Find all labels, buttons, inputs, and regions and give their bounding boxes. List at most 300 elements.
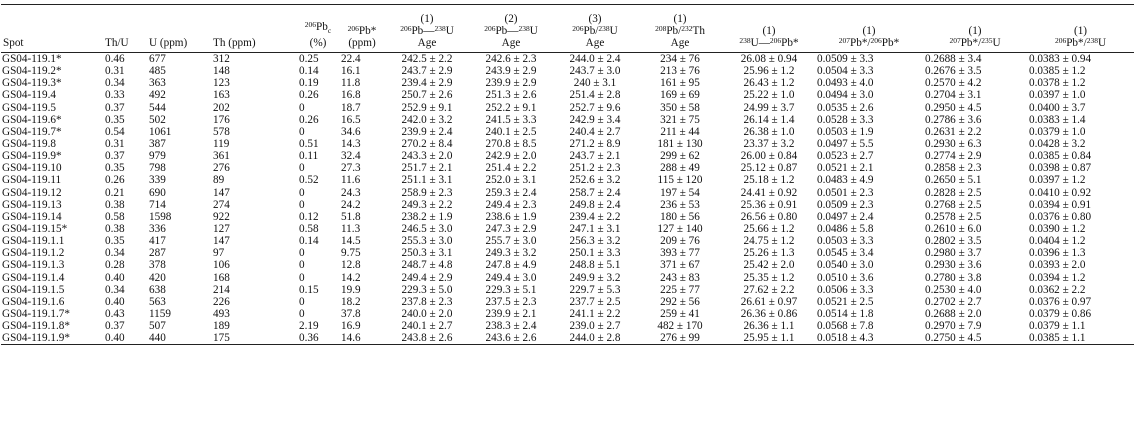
cell-age-3: 240.4 ± 2.7: [569, 125, 621, 138]
cell-th-u: 0.34: [105, 283, 125, 296]
cell-206-238-ratio: 0.0383 ± 1.4: [1029, 113, 1086, 126]
cell-age-3: 244.0 ± 2.4: [569, 53, 621, 66]
cell-207-235-ratio: 0.2704 ± 3.1: [925, 89, 982, 102]
cell-207-206-ratio: 0.0523 ± 2.7: [817, 150, 874, 163]
table-row: [1, 174, 1134, 186]
cell-pbc: 0.51: [299, 138, 319, 151]
cell-th-u: 0.58: [105, 210, 125, 223]
cell-u-ppm: 1061: [149, 125, 172, 138]
cell-age-1: 258.9 ± 2.3: [401, 186, 453, 199]
table-row: [1, 247, 1134, 259]
cell-pb-ppm: 22.4: [341, 53, 361, 66]
cell-th-age: 213 ± 76: [660, 65, 700, 78]
cell-207-206-ratio: 0.0503 ± 1.9: [817, 125, 874, 138]
cell-th-age: 482 ± 170: [657, 320, 703, 333]
cell-u-ppm: 440: [147, 332, 211, 345]
cell-pb-ppm: 18.2: [341, 295, 361, 308]
cell-206-238-ratio: 0.0376 ± 0.97: [1029, 295, 1092, 308]
col-header-207-235-ratio: (1) $^{207}$Pb*/$^{235}$U: [923, 5, 1027, 53]
table-row: [1, 223, 1134, 235]
cell-pbc: 0.58: [299, 223, 319, 236]
cell-th-ppm: 148: [213, 65, 230, 78]
cell-th-ppm: 922: [213, 210, 230, 223]
cell-206-238-ratio: 0.0428 ± 3.2: [1029, 138, 1086, 151]
table-row: [1, 65, 1134, 77]
cell-207-235-ratio: 0.2780 ± 3.8: [925, 271, 982, 284]
cell-th-u: 0.37: [105, 320, 125, 333]
cell-age-1: 246.5 ± 3.0: [401, 223, 453, 236]
cell-207-235-ratio: 0.2688 ± 2.0: [925, 308, 982, 321]
cell-207-235-ratio: 0.2768 ± 2.5: [925, 198, 982, 211]
cell-pbc: 0.12: [299, 210, 319, 223]
cell-207-206-ratio: 0.0506 ± 3.3: [817, 283, 874, 296]
cell-th-age: 197 ± 54: [660, 186, 700, 199]
cell-u-pb-ratio: 24.75 ± 1.2: [743, 235, 795, 248]
cell-u-ppm: 714: [149, 198, 166, 211]
cell-u-pb-ratio: 24.41 ± 0.92: [740, 186, 798, 199]
table-row: [1, 296, 1134, 308]
cell-age-1: 229.3 ± 5.0: [401, 283, 453, 296]
cell-age-1: 237.8 ± 2.3: [401, 295, 453, 308]
cell-u-ppm: 485: [149, 65, 166, 78]
table-row: [1, 126, 1134, 138]
cell-207-206-ratio: 0.0521 ± 2.1: [817, 162, 874, 175]
cell-pbc: 0.14: [299, 235, 319, 248]
cell-207-206-ratio: 0.0503 ± 3.3: [817, 235, 874, 248]
cell-207-206-ratio: 0.0521 ± 2.5: [817, 295, 874, 308]
table-row: [1, 332, 1134, 345]
cell-207-235-ratio: 0.2631 ± 2.2: [925, 125, 982, 138]
cell-pb-ppm: 18.7: [341, 101, 361, 114]
cell-207-235-ratio: 0.2858 ± 2.3: [925, 162, 982, 175]
cell-th-u: 0.34: [105, 77, 125, 90]
cell-pbc: 0: [299, 186, 305, 199]
cell-th-age: 161 ± 95: [660, 77, 700, 90]
cell-age-3: 249.9 ± 3.2: [569, 271, 621, 284]
cell-th-ppm: 119: [213, 138, 230, 151]
cell-age-3: 271.2 ± 8.9: [569, 138, 621, 151]
cell-age-2: 240.1 ± 2.5: [485, 125, 537, 138]
cell-pb-ppm: 16.1: [341, 65, 361, 78]
cell-207-206-ratio: 0.0510 ± 3.6: [817, 271, 874, 284]
cell-spot: GS04-119.9*: [2, 150, 62, 163]
cell-age-1: 249.4 ± 2.9: [401, 271, 453, 284]
cell-th-u: 0.28: [105, 259, 125, 272]
cell-age-2: 242.9 ± 2.0: [485, 150, 537, 163]
cell-th-u: 0.35: [105, 235, 125, 248]
cell-age-3: 251.4 ± 2.8: [569, 89, 621, 102]
cell-207-206-ratio: 0.0540 ± 3.0: [817, 259, 874, 272]
table-row: [1, 53, 1134, 66]
cell-u-ppm: 378: [149, 259, 166, 272]
cell-u-pb-ratio: 24.99 ± 3.7: [743, 101, 795, 114]
cell-pb-ppm: 16.9: [341, 320, 361, 333]
table-row: [1, 235, 1134, 247]
cell-th-age: 181 ± 130: [657, 138, 703, 151]
cell-u-pb-ratio: 25.18 ± 1.2: [743, 174, 795, 187]
cell-206-238-ratio: 0.0379 ± 0.86: [1029, 308, 1092, 321]
cell-pb-ppm: 51.8: [341, 210, 361, 223]
cell-th-ppm: 168: [213, 271, 230, 284]
cell-pb-ppm: 24.2: [341, 198, 361, 211]
col-header-pb-ppm: $^{206}$Pb* (ppm): [339, 5, 385, 53]
cell-206-238-ratio: 0.0378 ± 1.2: [1029, 77, 1086, 90]
col-header-u-ppm: U (ppm): [147, 5, 211, 53]
cell-u-ppm: 492: [149, 89, 166, 102]
cell-pbc: 2.19: [299, 320, 319, 333]
cell-spot: GS04-119.15*: [2, 223, 68, 236]
cell-pb-ppm: 11.6: [341, 174, 361, 187]
cell-u-ppm: 979: [149, 150, 166, 163]
cell-207-235-ratio: 0.2750 ± 4.5: [923, 332, 1027, 345]
cell-207-206-ratio: 0.0509 ± 3.3: [817, 53, 874, 66]
cell-pbc: 0.36: [297, 332, 339, 345]
cell-u-pb-ratio: 26.00 ± 0.84: [740, 150, 798, 163]
table-row: [1, 259, 1134, 271]
cell-u-ppm: 690: [149, 186, 166, 199]
cell-u-ppm: 507: [149, 320, 166, 333]
cell-206-238-ratio: 0.0379 ± 1.1: [1029, 320, 1086, 333]
cell-u-ppm: 798: [149, 162, 166, 175]
cell-pbc: 0.52: [299, 174, 319, 187]
cell-th-ppm: 274: [213, 198, 230, 211]
cell-spot: GS04-119.1.5: [2, 283, 65, 296]
cell-u-pb-ratio: 26.61 ± 0.97: [740, 295, 798, 308]
cell-th-u: 0.37: [105, 101, 125, 114]
cell-age-1: 252.9 ± 9.1: [401, 101, 453, 114]
cell-th-age: 292 ± 56: [660, 295, 700, 308]
cell-u-pb-ratio: 25.95 ± 1.1: [723, 332, 815, 345]
table-row: [1, 284, 1134, 296]
cell-207-206-ratio: 0.0545 ± 3.4: [817, 247, 874, 260]
table-row: [1, 308, 1134, 320]
cell-206-238-ratio: 0.0390 ± 1.2: [1029, 223, 1086, 236]
cell-pbc: 0: [299, 308, 305, 321]
cell-th-age: 371 ± 67: [660, 259, 700, 272]
cell-206-238-ratio: 0.0410 ± 0.92: [1029, 186, 1092, 199]
col-header-age-2: (2) $^{206}$Pb—$^{238}$U Age: [469, 5, 553, 53]
cell-age-1: 243.7 ± 2.9: [401, 65, 453, 78]
cell-u-pb-ratio: 25.42 ± 2.0: [743, 259, 795, 272]
table-body: [1, 53, 1134, 345]
cell-th-age: 299 ± 62: [660, 150, 700, 163]
cell-age-2: 255.7 ± 3.0: [485, 235, 537, 248]
cell-th-age: 259 ± 41: [660, 308, 700, 321]
cell-pbc: 0.26: [299, 113, 319, 126]
cell-age-1: 243.3 ± 2.0: [401, 150, 453, 163]
cell-u-ppm: 1598: [149, 210, 172, 223]
cell-age-1: 270.2 ± 8.4: [401, 138, 453, 151]
cell-u-ppm: 417: [149, 235, 166, 248]
cell-pb-ppm: 11.8: [341, 77, 361, 90]
cell-age-1: 242.5 ± 2.2: [401, 53, 453, 66]
cell-th-ppm: 214: [213, 283, 230, 296]
cell-th-age: 211 ± 44: [660, 125, 700, 138]
cell-207-206-ratio: 0.0518 ± 4.3: [815, 332, 923, 345]
cell-th-age: 236 ± 53: [660, 198, 700, 211]
cell-age-3: 251.2 ± 2.3: [569, 162, 621, 175]
cell-pbc: 0: [299, 259, 305, 272]
cell-th-u: 0.34: [105, 247, 125, 260]
cell-207-235-ratio: 0.2570 ± 4.2: [925, 77, 982, 90]
cell-th-u: 0.40: [105, 295, 125, 308]
cell-pb-ppm: 14.3: [341, 138, 361, 151]
col-header-spot: Spot: [1, 5, 103, 53]
cell-207-206-ratio: 0.0486 ± 5.8: [817, 223, 874, 236]
cell-u-ppm: 387: [149, 138, 166, 151]
cell-u-ppm: 544: [149, 101, 166, 114]
cell-pb-ppm: 14.6: [339, 332, 385, 345]
cell-th-u: 0.43: [105, 308, 125, 321]
cell-u-pb-ratio: 23.37 ± 3.2: [743, 138, 795, 151]
cell-age-2: 237.5 ± 2.3: [485, 295, 537, 308]
cell-pb-ppm: 16.8: [341, 89, 361, 102]
cell-spot: GS04-119.1.8*: [2, 320, 70, 333]
cell-spot: GS04-119.1.7*: [2, 308, 70, 321]
cell-spot: GS04-119.13: [2, 198, 62, 211]
cell-age-3: 249.8 ± 2.4: [569, 198, 621, 211]
cell-age-2: 247.8 ± 4.9: [485, 259, 537, 272]
cell-age-3: 242.9 ± 3.4: [569, 113, 621, 126]
cell-u-pb-ratio: 26.08 ± 0.94: [740, 53, 798, 66]
col-header-207-206-ratio: (1) $^{207}$Pb*/$^{206}$Pb*: [815, 5, 923, 53]
cell-th-u: 0.35: [105, 162, 125, 175]
header-row: [1, 5, 1134, 53]
cell-u-ppm: 1159: [149, 308, 171, 321]
cell-pbc: 0.19: [299, 77, 319, 90]
cell-spot: GS04-119.11: [2, 174, 62, 187]
cell-u-ppm: 502: [149, 113, 166, 126]
cell-th-ppm: 276: [213, 162, 230, 175]
cell-age-1: 248.7 ± 4.8: [401, 259, 453, 272]
table-row: [1, 138, 1134, 150]
cell-th-u: 0.26: [105, 174, 125, 187]
cell-spot: GS04-119.8: [2, 138, 56, 151]
cell-206-238-ratio: 0.0385 ± 1.1: [1027, 332, 1134, 345]
cell-th-u: 0.38: [105, 223, 125, 236]
col-header-age-3: (3) $^{206}$Pb/$^{238}$U Age: [553, 5, 637, 53]
cell-age-3: 244.0 ± 2.8: [553, 332, 637, 345]
geochronology-table: [1, 4, 1134, 345]
cell-207-206-ratio: 0.0483 ± 4.9: [817, 174, 874, 187]
cell-207-235-ratio: 0.2688 ± 3.4: [925, 53, 982, 66]
cell-th-ppm: 106: [213, 259, 230, 272]
col-header-th-u: Th/U: [103, 5, 147, 53]
cell-age-2: 270.8 ± 8.5: [485, 138, 537, 151]
cell-th-u: 0.46: [105, 53, 125, 66]
cell-spot: GS04-119.6*: [2, 113, 62, 126]
cell-age-2: 243.9 ± 2.9: [485, 65, 537, 78]
col-header-206-238-ratio: (1) $^{206}$Pb*/$^{238}$U: [1027, 5, 1134, 53]
cell-th-age: 350 ± 58: [660, 101, 700, 114]
cell-pb-ppm: 27.3: [341, 162, 361, 175]
cell-pbc: 0: [299, 198, 305, 211]
cell-207-206-ratio: 0.0494 ± 3.0: [817, 89, 874, 102]
table-row: [1, 199, 1134, 211]
cell-th-ppm: 89: [213, 174, 225, 187]
cell-th-ppm: 147: [213, 186, 230, 199]
cell-age-2: 241.5 ± 3.3: [485, 113, 537, 126]
cell-spot: GS04-119.1.2: [2, 247, 65, 260]
cell-207-235-ratio: 0.2702 ± 2.7: [925, 295, 982, 308]
cell-age-1: 238.2 ± 1.9: [401, 210, 453, 223]
col-header-age-1: (1) $^{206}$Pb—$^{238}$U Age: [385, 5, 469, 53]
table-row: [1, 272, 1134, 284]
cell-u-ppm: 638: [149, 283, 166, 296]
cell-u-ppm: 336: [149, 223, 166, 236]
cell-th-ppm: 189: [213, 320, 230, 333]
cell-age-3: 239.4 ± 2.2: [569, 210, 621, 223]
cell-th-ppm: 175: [211, 332, 297, 345]
cell-th-ppm: 226: [213, 295, 230, 308]
cell-age-3: 250.1 ± 3.3: [569, 247, 621, 260]
cell-207-206-ratio: 0.0493 ± 4.0: [817, 77, 874, 90]
cell-age-3: 256.3 ± 3.2: [569, 235, 621, 248]
table-row: [1, 102, 1134, 114]
col-header-th-ppm: Th (ppm): [211, 5, 297, 53]
cell-age-2: 252.0 ± 3.1: [485, 174, 537, 187]
cell-age-1: 240.1 ± 2.7: [401, 320, 453, 333]
cell-age-3: 258.7 ± 2.4: [569, 186, 621, 199]
cell-th-ppm: 147: [213, 235, 230, 248]
cell-th-u: 0.38: [105, 198, 125, 211]
table-row: [1, 187, 1134, 199]
cell-207-235-ratio: 0.2530 ± 4.0: [925, 283, 982, 296]
cell-207-206-ratio: 0.0528 ± 3.3: [817, 113, 874, 126]
cell-pbc: 0.14: [299, 65, 319, 78]
cell-th-ppm: 493: [213, 308, 230, 321]
cell-spot: GS04-119.1.3: [2, 259, 65, 272]
cell-207-206-ratio: 0.0514 ± 1.8: [817, 308, 874, 321]
cell-th-age: 225 ± 77: [660, 283, 700, 296]
cell-206-238-ratio: 0.0394 ± 1.2: [1029, 271, 1086, 284]
cell-age-3: 252.7 ± 9.6: [569, 101, 621, 114]
cell-pb-ppm: 14.2: [341, 271, 361, 284]
cell-age-3: 229.7 ± 5.3: [569, 283, 621, 296]
cell-u-pb-ratio: 27.62 ± 2.2: [743, 283, 795, 296]
cell-th-u: 0.33: [105, 89, 125, 102]
cell-spot: GS04-119.10: [2, 162, 62, 175]
cell-age-1: 240.0 ± 2.0: [401, 308, 453, 321]
cell-age-2: 239.9 ± 2.9: [485, 77, 537, 90]
cell-age-2: 242.6 ± 2.3: [485, 53, 537, 66]
cell-age-2: 259.3 ± 2.4: [485, 186, 537, 199]
cell-u-ppm: 339: [149, 174, 166, 187]
cell-age-1: 255.3 ± 3.0: [401, 235, 453, 248]
cell-th-age: 180 ± 56: [660, 210, 700, 223]
cell-th-age: 209 ± 76: [660, 235, 700, 248]
cell-u-ppm: 287: [149, 247, 166, 260]
cell-207-235-ratio: 0.2650 ± 5.1: [925, 174, 982, 187]
cell-age-3: 247.1 ± 3.1: [569, 223, 621, 236]
cell-207-235-ratio: 0.2828 ± 2.5: [925, 186, 982, 199]
cell-age-1: 251.1 ± 3.1: [401, 174, 453, 187]
cell-207-235-ratio: 0.2676 ± 3.5: [925, 65, 982, 78]
cell-age-2: 247.3 ± 2.9: [485, 223, 537, 236]
cell-spot: GS04-119.1.1: [2, 235, 65, 248]
cell-pbc: 0: [299, 247, 305, 260]
cell-th-u: 0.31: [105, 138, 125, 151]
cell-th-u: 0.31: [105, 65, 125, 78]
cell-u-pb-ratio: 26.38 ± 1.0: [743, 125, 795, 138]
cell-age-3: 237.7 ± 2.5: [569, 295, 621, 308]
cell-pbc: 0: [299, 162, 305, 175]
cell-207-235-ratio: 0.2610 ± 6.0: [925, 223, 982, 236]
table-row: [1, 211, 1134, 223]
cell-pbc: 0: [299, 295, 305, 308]
cell-207-235-ratio: 0.2950 ± 4.5: [925, 101, 982, 114]
cell-u-ppm: 677: [149, 53, 166, 66]
cell-th-u: 0.54: [105, 125, 125, 138]
cell-age-1: 250.7 ± 2.6: [401, 89, 453, 102]
cell-age-1: 239.9 ± 2.4: [401, 125, 453, 138]
cell-206-238-ratio: 0.0383 ± 0.94: [1029, 53, 1092, 66]
cell-th-u: 0.35: [105, 113, 125, 126]
cell-u-ppm: 563: [149, 295, 166, 308]
cell-spot: GS04-119.14: [2, 210, 62, 223]
cell-th-ppm: 97: [213, 247, 225, 260]
cell-207-235-ratio: 0.2786 ± 3.6: [925, 113, 982, 126]
cell-th-ppm: 163: [213, 89, 230, 102]
cell-spot: GS04-119.3*: [2, 77, 62, 90]
cell-age-2: 249.4 ± 2.3: [485, 198, 537, 211]
cell-207-235-ratio: 0.2980 ± 3.7: [925, 247, 982, 260]
cell-age-3: 252.6 ± 3.2: [569, 174, 621, 187]
cell-th-ppm: 202: [213, 101, 230, 114]
cell-spot: GS04-119.1.6: [2, 295, 65, 308]
cell-age-2: 251.4 ± 2.2: [485, 162, 537, 175]
table-row: [1, 320, 1134, 332]
cell-u-pb-ratio: 25.66 ± 1.2: [743, 223, 795, 236]
cell-pb-ppm: 9.75: [341, 247, 361, 260]
cell-pb-ppm: 16.5: [341, 113, 361, 126]
cell-207-206-ratio: 0.0568 ± 7.8: [817, 320, 874, 333]
cell-th-age: 115 ± 120: [657, 174, 703, 187]
cell-u-pb-ratio: 25.35 ± 1.2: [743, 271, 795, 284]
cell-age-2: 239.9 ± 2.1: [485, 308, 537, 321]
cell-206-238-ratio: 0.0379 ± 1.0: [1029, 125, 1086, 138]
cell-207-206-ratio: 0.0535 ± 2.6: [817, 101, 874, 114]
cell-age-2: 238.6 ± 1.9: [485, 210, 537, 223]
cell-th-ppm: 361: [213, 150, 230, 163]
cell-spot: GS04-119.7*: [2, 125, 62, 138]
cell-age-1: 243.8 ± 2.6: [385, 332, 469, 345]
cell-pb-ppm: 14.5: [341, 235, 361, 248]
cell-age-3: 239.0 ± 2.7: [569, 320, 621, 333]
cell-th-ppm: 127: [213, 223, 230, 236]
cell-207-235-ratio: 0.2578 ± 2.5: [925, 210, 982, 223]
table-row: [1, 77, 1134, 89]
cell-age-3: 241.1 ± 2.2: [569, 308, 621, 321]
cell-206-238-ratio: 0.0397 ± 1.2: [1029, 174, 1086, 187]
cell-u-pb-ratio: 26.36 ± 1.1: [743, 320, 795, 333]
cell-u-pb-ratio: 25.36 ± 0.91: [740, 198, 798, 211]
cell-206-238-ratio: 0.0404 ± 1.2: [1029, 235, 1086, 248]
cell-spot: GS04-119.5: [2, 101, 56, 114]
cell-206-238-ratio: 0.0385 ± 1.2: [1029, 65, 1086, 78]
col-header-u-pb-ratio: (1) $^{238}$U—$^{206}$Pb*: [723, 5, 815, 53]
cell-u-pb-ratio: 26.43 ± 1.2: [743, 77, 795, 90]
cell-age-1: 242.0 ± 3.2: [401, 113, 453, 126]
cell-u-pb-ratio: 25.96 ± 1.2: [743, 65, 795, 78]
cell-u-pb-ratio: 26.56 ± 0.80: [740, 210, 798, 223]
cell-207-206-ratio: 0.0509 ± 2.3: [817, 198, 874, 211]
cell-age-1: 249.3 ± 2.2: [401, 198, 453, 211]
cell-u-pb-ratio: 25.26 ± 1.3: [743, 247, 795, 260]
cell-spot: GS04-119.12: [2, 186, 62, 199]
cell-spot: GS04-119.1*: [2, 53, 62, 66]
cell-age-2: 249.3 ± 3.2: [485, 247, 537, 260]
